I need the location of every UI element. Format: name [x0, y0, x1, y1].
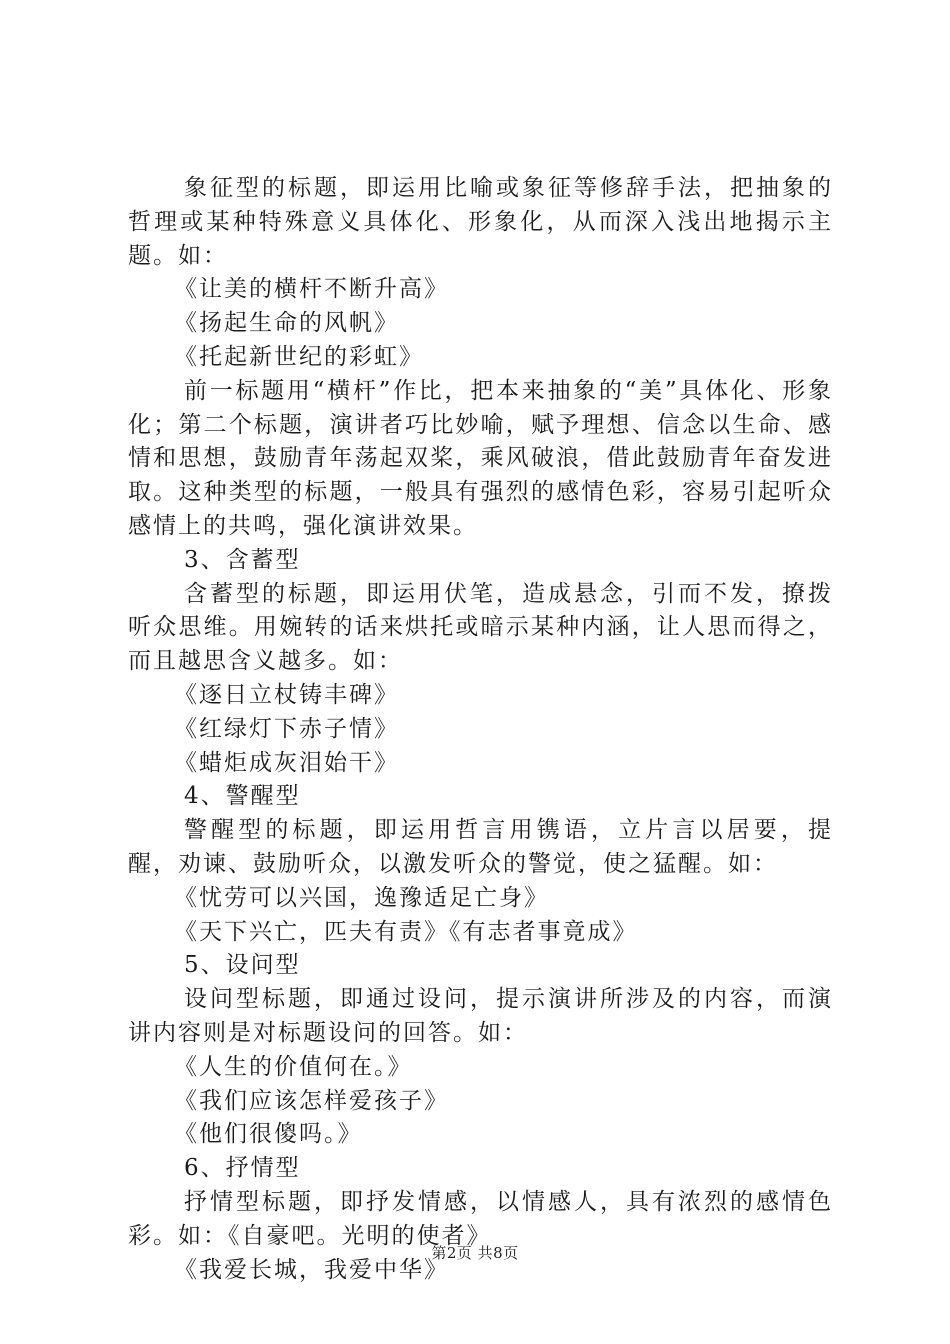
body-paragraph: 警醒型的标题，即运用哲言用镌语，立片言以居要，提醒，劝谏、鼓励听众，以激发听众的警觉，使之猛醒。如： — [128, 817, 833, 877]
speech-title-example: 《蜡炬成灰泪始干》 — [174, 749, 399, 776]
speech-title-example: 《我爱长城，我爱中华》 — [174, 1256, 449, 1283]
body-paragraph: 前一标题用“横杆”作比，把本来抽象的“美”具体化、形象化；第二个标题，演讲者巧比妙喻，赋予理想、信念以生命、感情和思想，鼓励青年荡起双桨，乘风破浪，借此鼓励青年奋发进取。这种类型的标题，一般具有强烈的感情色彩，容易引起听众感情上的共鸣，强化演讲效果。 — [128, 377, 833, 539]
speech-title-example: 《让美的横杆不断升高》 — [174, 276, 449, 303]
speech-title-example: 《红绿灯下赤子情》 — [174, 715, 399, 742]
body-paragraph: 抒情型标题，即抒发情感，以情感人，具有浓烈的感情色彩。如：《自豪吧。光明的使者》 — [128, 1188, 833, 1249]
speech-title-example: 《人生的价值何在。》 — [174, 1053, 413, 1080]
page-footer: 第2页 共8页 — [431, 1244, 519, 1262]
speech-title-example: 《逐日立杖铸丰碑》 — [174, 681, 399, 708]
speech-title-example: 《扬起生命的风帆》 — [174, 310, 399, 337]
speech-title-example: 《我们应该怎样爱孩子》 — [174, 1087, 449, 1114]
body-paragraph: 含蓄型的标题，即运用伏笔，造成悬念，引而不发，撩拨听众思维。用婉转的话来烘托或暗示某种内涵，让人思而得之，而且越思含义越多。如： — [128, 580, 833, 675]
speech-title-example: 《忧劳可以兴国，逸豫适足亡身》 — [174, 884, 549, 911]
section-heading: 3、含蓄型 — [184, 546, 301, 573]
section-heading: 5、设问型 — [184, 952, 301, 979]
speech-title-example: 《他们很傻吗。》 — [174, 1121, 363, 1148]
speech-title-example: 《托起新世纪的彩虹》 — [174, 343, 424, 370]
speech-title-example: 《天下兴亡，匹夫有责》《有志者事竟成》 — [174, 918, 638, 945]
body-paragraph: 象征型的标题，即运用比喻或象征等修辞手法，把抽象的哲理或某种特殊意义具体化、形象化，从而深入浅出地揭示主题。如： — [128, 175, 833, 269]
section-heading: 6、抒情型 — [184, 1155, 301, 1182]
body-paragraph: 设问型标题，即通过设问，提示演讲所涉及的内容，而演讲内容则是对标题设问的回答。如： — [128, 986, 833, 1046]
document-body — [128, 172, 833, 1287]
section-heading: 4、警醒型 — [184, 783, 301, 810]
